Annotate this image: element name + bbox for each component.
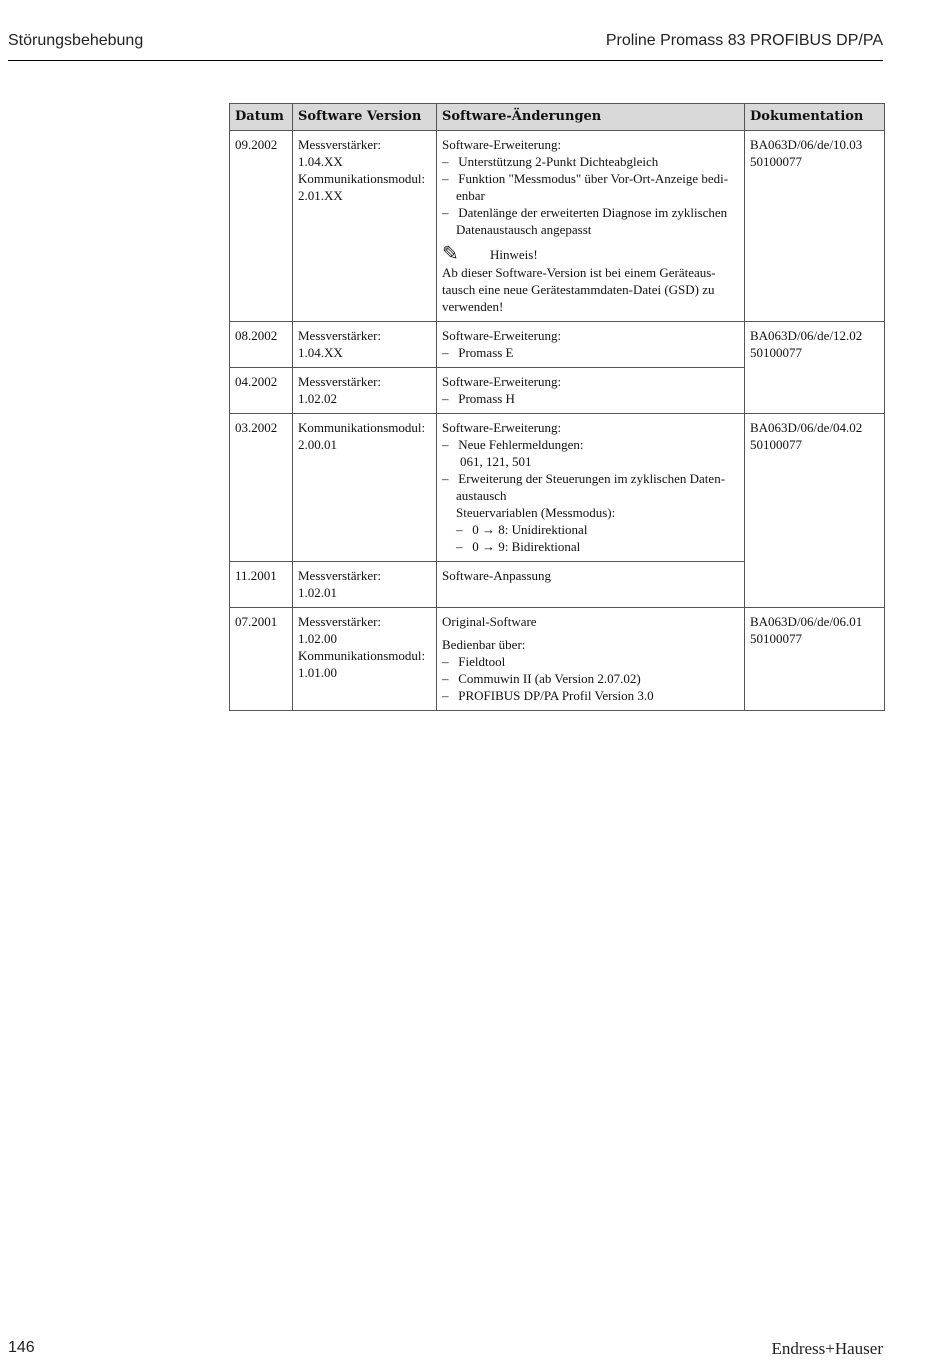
doc-code: BA063D/06/de/06.01 <box>750 614 863 629</box>
change-item: – PROFIBUS DP/PA Profil Version 3.0 <box>442 688 654 703</box>
change-continuation: Steuervariablen (Messmodus): <box>456 505 616 520</box>
column-header-documentation: Dokumentation <box>745 104 885 131</box>
changes-title: Software-Erweiterung: <box>442 374 562 389</box>
version-line: Messverstärker: <box>298 614 382 629</box>
version-line: 1.01.00 <box>298 665 337 680</box>
version-line: Kommunikationsmodul: <box>298 171 426 186</box>
version-line: Messverstärker: <box>298 568 382 583</box>
change-item: – Promass E <box>442 345 514 360</box>
changes-cell <box>437 562 745 608</box>
pencil-note-icon: ✎ <box>442 243 459 265</box>
version-line: Kommunikationsmodul: <box>298 420 426 435</box>
software-history-table <box>229 103 885 711</box>
table-row <box>230 131 885 322</box>
changes-title: Software-Erweiterung: <box>442 137 562 152</box>
changes-title: Software-Erweiterung: <box>442 420 562 435</box>
version-line: 1.02.00 <box>298 631 337 646</box>
documentation-cell <box>745 414 885 608</box>
column-header-date: Datum <box>230 104 293 131</box>
documentation-cell <box>745 131 885 322</box>
version-cell <box>293 414 437 562</box>
doc-order-number: 50100077 <box>750 631 802 646</box>
doc-code: BA063D/06/de/12.02 <box>750 328 863 343</box>
change-detail: 061, 121, 501 <box>460 454 532 469</box>
doc-code: BA063D/06/de/10.03 <box>750 137 863 152</box>
version-line: 1.02.02 <box>298 391 337 406</box>
date-cell: 09.2002 <box>230 131 293 322</box>
change-subitem: – 0 → 9: Bidirektional <box>456 539 581 554</box>
header-divider <box>8 60 883 61</box>
version-line: 2.00.01 <box>298 437 337 452</box>
change-item: – Commuwin II (ab Version 2.07.02) <box>442 671 641 686</box>
version-line: 1.04.XX <box>298 345 343 360</box>
note-text: Ab dieser Software-Version ist bei einem Geräteaus-tausch eine neue Gerätestammdaten-Datei (GSD) zu verwenden! <box>442 265 716 314</box>
date-cell: 04.2002 <box>230 368 293 414</box>
changes-title: Original-Software <box>442 614 537 629</box>
change-item: – Unterstützung 2-Punkt Dichteabgleich <box>442 154 659 169</box>
version-line: Kommunikationsmodul: <box>298 648 426 663</box>
change-continuation: austausch <box>456 488 507 503</box>
table-row <box>230 414 885 562</box>
documentation-cell <box>745 322 885 414</box>
documentation-cell <box>745 608 885 711</box>
version-cell <box>293 368 437 414</box>
changes-title: Software-Anpassung <box>442 568 552 583</box>
version-cell <box>293 131 437 322</box>
date-cell: 11.2001 <box>230 562 293 608</box>
version-line: 2.01.XX <box>298 188 343 203</box>
doc-code: BA063D/06/de/04.02 <box>750 420 863 435</box>
version-cell <box>293 322 437 368</box>
version-line: Messverstärker: <box>298 137 382 152</box>
changes-cell <box>437 368 745 414</box>
page-number: 146 <box>8 1339 35 1356</box>
changes-cell <box>437 131 745 322</box>
header-product-title: Proline Promass 83 PROFIBUS DP/PA <box>605 32 883 49</box>
change-item: – Fieldtool <box>442 654 506 669</box>
version-line: 1.02.01 <box>298 585 337 600</box>
table-header-row <box>230 104 885 131</box>
doc-order-number: 50100077 <box>750 437 802 452</box>
column-header-changes: Software-Änderungen <box>437 104 745 131</box>
change-item: – Neue Fehlermeldungen: <box>442 437 584 452</box>
change-subitem: – 0 → 8: Unidirektional <box>456 522 588 537</box>
doc-order-number: 50100077 <box>750 345 802 360</box>
changes-subtitle: Bedienbar über: <box>442 637 526 652</box>
changes-cell <box>437 322 745 368</box>
note-heading <box>442 244 739 264</box>
date-cell: 07.2001 <box>230 608 293 711</box>
header-section-title: Störungsbehebung <box>8 32 144 49</box>
note-title: Hinweis! <box>490 246 538 262</box>
date-cell: 03.2002 <box>230 414 293 562</box>
doc-order-number: 50100077 <box>750 154 802 169</box>
changes-cell <box>437 414 745 562</box>
version-cell <box>293 608 437 711</box>
change-item: – Erweiterung der Steuerungen im zyklischen Daten- <box>442 471 726 486</box>
table-row <box>230 322 885 368</box>
date-cell: 08.2002 <box>230 322 293 368</box>
change-item: – Promass H <box>442 391 515 406</box>
table-row <box>230 608 885 711</box>
version-cell <box>293 562 437 608</box>
change-item: – Funktion "Messmodus" über Vor-Ort-Anzeige bedi-enbar <box>442 171 729 203</box>
column-header-version: Software Version <box>293 104 437 131</box>
changes-title: Software-Erweiterung: <box>442 328 562 343</box>
change-item: – Datenlänge der erweiterten Diagnose im zyklischen Datenaustausch angepasst <box>442 205 728 237</box>
version-line: Messverstärker: <box>298 328 382 343</box>
version-line: Messverstärker: <box>298 374 382 389</box>
changes-cell <box>437 608 745 711</box>
brand-logo-text: Endress+Hauser <box>771 1339 883 1358</box>
version-line: 1.04.XX <box>298 154 343 169</box>
